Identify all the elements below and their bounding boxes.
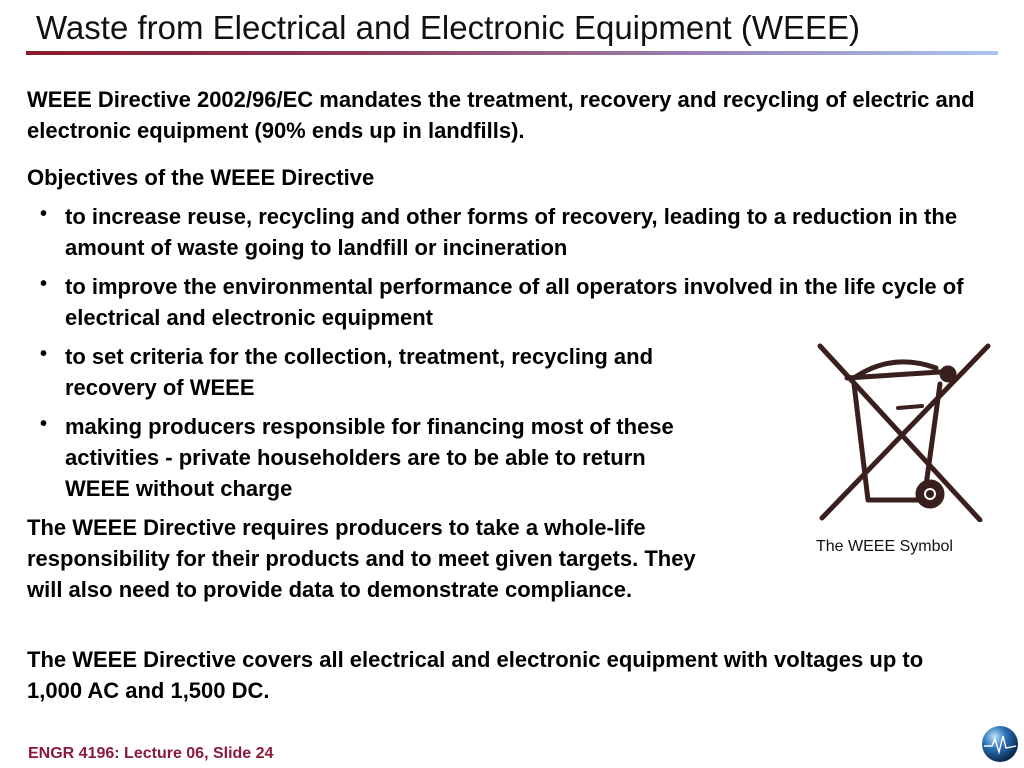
objective-text: making producers responsible for financing most of these activities - private householders are to be able to return WEEE without charge xyxy=(65,414,674,501)
objective-item xyxy=(38,341,725,403)
objectives-heading: Objectives of the WEEE Directive xyxy=(27,165,375,190)
bullet-icon: • xyxy=(40,203,48,225)
title-divider xyxy=(26,51,998,55)
bullet-icon: • xyxy=(40,273,48,295)
objective-text: to set criteria for the collection, treatment, recycling and recovery of WEEE xyxy=(65,344,654,400)
intro-paragraph: WEEE Directive 2002/96/EC mandates the treatment, recovery and recycling of electric and electronic equipment (90% ends up in landfills). xyxy=(27,87,975,143)
globe-logo-icon xyxy=(980,724,1020,764)
symbol-caption: The WEEE Symbol xyxy=(816,538,953,555)
objective-item xyxy=(38,201,985,263)
objective-text: to improve the environmental performance of all operators involved in the life cycle of electrical and electronic equipment xyxy=(65,274,964,330)
crossed-out-wheelie-bin-icon xyxy=(812,342,992,522)
responsibility-paragraph: The WEEE Directive requires producers to take a whole-life responsibility for their products and to meet given targets. They will also need to provide data to demonstrate compliance. xyxy=(27,515,696,602)
slide-footer: ENGR 4196: Lecture 06, Slide 24 xyxy=(28,745,274,762)
objective-text: to increase reuse, recycling and other forms of recovery, leading to a reduction in the amount of waste going to landfill or incineration xyxy=(65,204,958,260)
bullet-icon: • xyxy=(40,413,48,435)
slide-title: Waste from Electrical and Electronic Equipment (WEEE) xyxy=(36,9,861,46)
objective-item xyxy=(38,411,685,504)
coverage-paragraph: The WEEE Directive covers all electrical and electronic equipment with voltages up to 1,000 AC and 1,500 DC. xyxy=(27,647,924,703)
objective-item xyxy=(38,271,985,333)
bullet-icon: • xyxy=(40,343,48,365)
